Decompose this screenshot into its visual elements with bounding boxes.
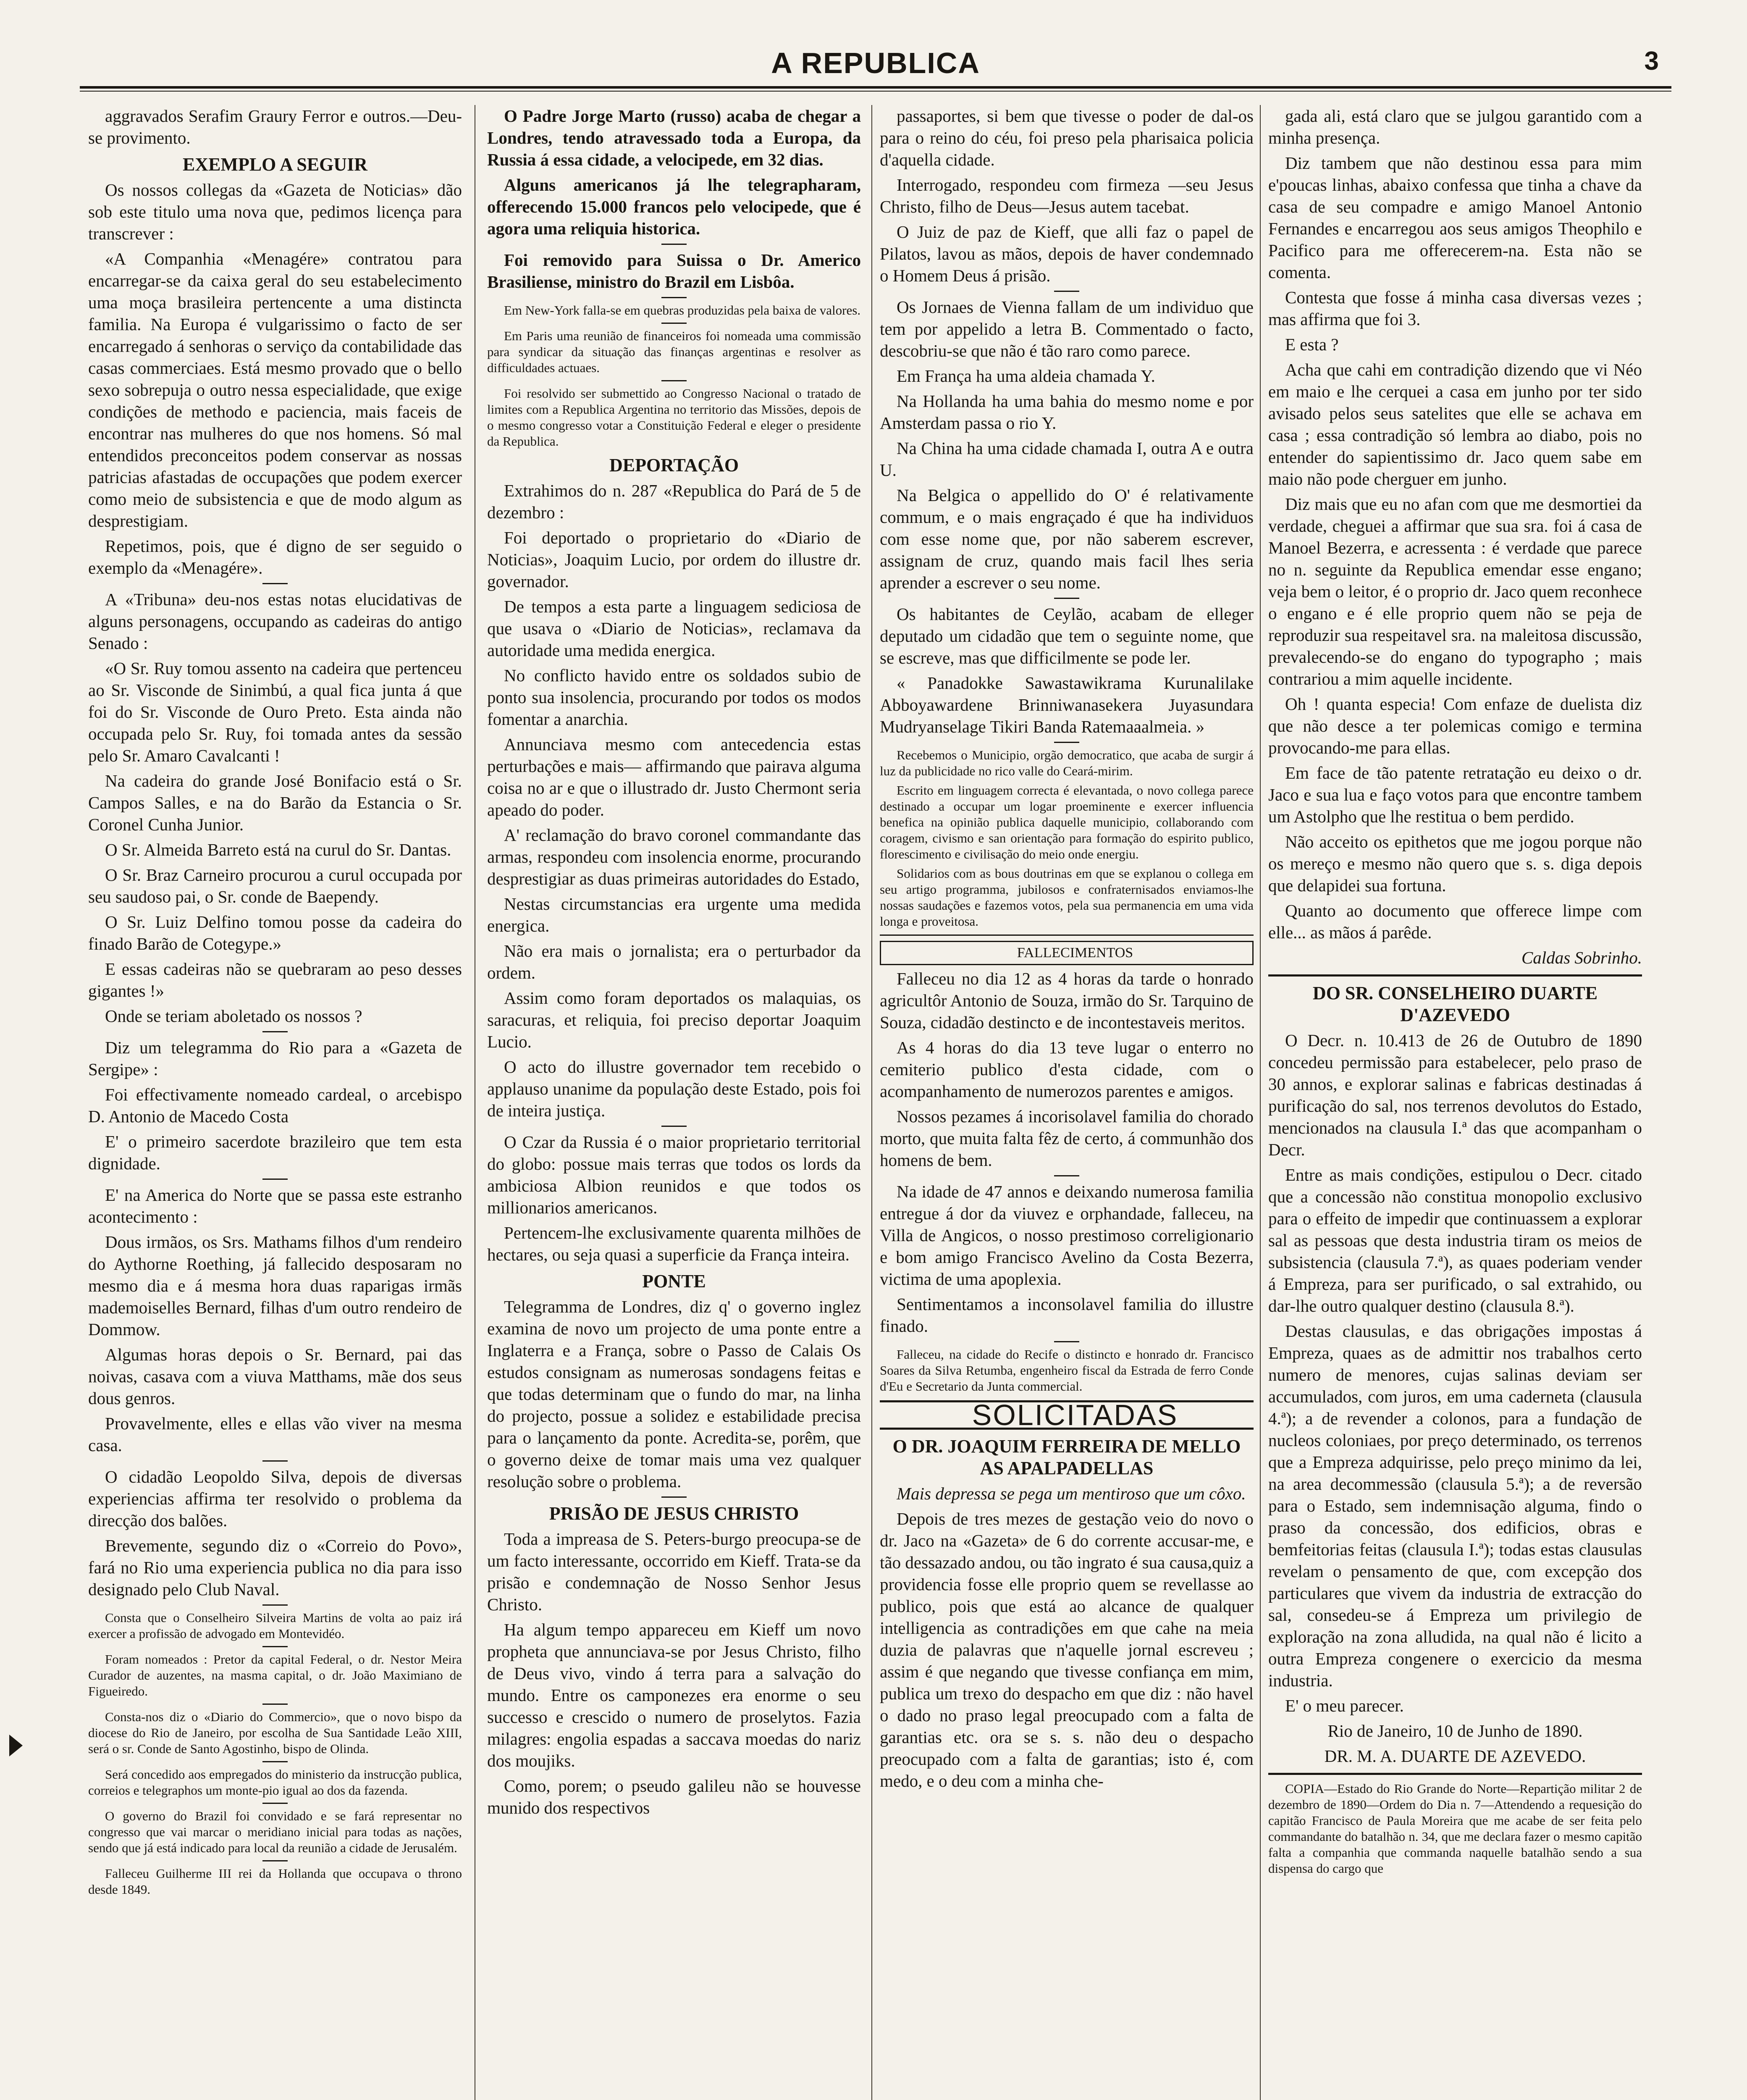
paragraph: E esta ? [1285, 335, 1339, 354]
separator-dash [262, 1604, 288, 1606]
dateline: Rio de Janeiro, 10 de Junho de 1890. [1327, 1721, 1583, 1740]
paragraph: Oh ! quanta especia! Com enfaze de duelista diz que não desce a ter polemicas comigo e termina provocando-me para ellas. [1268, 694, 1642, 757]
newspaper-title: A REPUBLICA [771, 47, 980, 79]
bold-paragraph: O Padre Jorge Marto (russo) acaba de chegar a Londres, tendo atravessado toda a Europa, da Russia á essa cidade, a velocipede, em 32 dias. [487, 106, 861, 169]
article-heading: PRISÃO DE JESUS CHRISTO [549, 1503, 799, 1524]
paragraph: Repetimos, pois, que é digno de ser seguido o exemplo da «Menagére». [88, 536, 462, 578]
news-brief: Em Paris uma reunião de financeiros foi nomeada uma commissão para syndicar da situação das finanças argentinas e resolver as difficuldades actuaes. [487, 328, 861, 375]
paragraph: Na Hollanda ha uma bahia do mesmo nome e por Amsterdam passa o rio Y. [880, 391, 1254, 433]
paragraph: «O Sr. Ruy tomou assento na cadeira que pertenceu ao Sr. Visconde de Sinimbú, a qual fica junta á que foi do Sr. Visconde de Ouro Preto. Esta ainda não occupada pelo Sr. Ruy, foi tomada antes da sessão pelo Sr. Amaro Cavalcanti ! [88, 659, 462, 765]
paragraph: Pertencem-lhe exclusivamente quarenta milhões de hectares, ou seja quasi a superficie da França inteira. [487, 1223, 861, 1264]
paragraph: Depois de tres mezes de gestação veio do novo o dr. Jaco na «Gazeta» de 6 do corrente accusar-me, e tão dessazado andou, ou tão ingrato é sua causa,quiz a providencia fosse elle proprio quem se revellasse ao publico, pois que está ao alcance de qualquer intelligencia as contradições em que cahe na meia duzia de palavras que n'aquelle jornal escreveu ; assim é que negando que tivesse confiança em mim, publica um trexo do despacho em que diz : não havel o dado no praso legal preocupado com a falta de garantias etc. ora se s. s. não deu o despacho preocupado com a falta de garantias; isto é, com medo, e o deu com a minha che- [880, 1509, 1254, 1790]
paragraph: Sentimentamos a inconsolavel familia do illustre finado. [880, 1294, 1254, 1336]
news-brief: Consta-nos diz o «Diario do Commercio», que o novo bispo da diocese do Rio de Janeiro, por escolha de Sua Santidade Leão XIII, será o sr. Conde de Santo Agostinho, bispo de Olinda. [88, 1709, 462, 1756]
news-brief: Escrito em linguagem correcta é elevantada, o novo collega parece destinado a occupar um logar proeminente e exercer influencia benefica na opinião publica daquelle municipio, collaborando com coragem, civismo e san orientação para formação do espirito publico, florescimento e civilisação do meio onde energiu. [880, 783, 1254, 861]
bold-paragraph: Alguns americanos já lhe telegrapharam, offerecendo 15.000 francos pelo velocipede, que é agora uma reliquia historica. [487, 175, 861, 238]
paragraph: Ha algum tempo appareceu em Kieff um novo propheta que annunciava-se por Jesus Christo, filho de Deus vivo, vindo á terra para a salvação do mundo. Entre os camponezes era enorme o seu successo e crescido o numero de proselytos. Fazia milagres: engolia espadas a saccava moedas do nariz dos moujiks. [487, 1620, 861, 1770]
dateline: DR. M. A. DUARTE DE AZEVEDO. [1324, 1746, 1586, 1766]
article-heading: DO SR. CONSELHEIRO DUARTE D'AZEVEDO [1312, 983, 1598, 1025]
paragraph: Destas clausulas, e das obrigações impostas á Empreza, quaes as de admittir nos trabalhos certo numero de menores, cujas salinas deviam ser accumulados, com juros, em uma caderneta (clausula 4.ª); a de revender a colonos, para a fundação de nucleos coloniaes, por preço determinado, os terrenos que a Empreza adquirisse, pelo preço minimo da lei, na area decommessão (clausula 5.ª); a de reversão para o Estado, sem indemnisação alguma, findo o praso da concessão, dos edificios, obras e bemfeitorias feitas (clausula I.ª); todas estas clausulas revelam o pensamento de que, com excepção dos particulares que vivem da industria de extracção do sal, consedeu-se á Empreza um privilegio de exploração na zona alludida, na qual não é licito a outra Empreza congenere o exercicio da mesma industria. [1268, 1321, 1642, 1690]
paragraph: Na China ha uma cidade chamada I, outra A e outra U. [880, 438, 1254, 480]
paragraph: gada ali, está claro que se julgou garantido com a minha presença. [1268, 106, 1642, 147]
separator-dash [262, 1704, 288, 1705]
paragraph: Quanto ao documento que offerece limpe com elle... as mãos á parêde. [1268, 901, 1642, 942]
paragraph: Foi deportado o proprietario do «Diario de Noticias», Joaquim Lucio, por ordem do illustre dr. governador. [487, 528, 861, 591]
paragraph: A «Tribuna» deu-nos estas notas elucidativas de alguns personagens, occupando as cadeiras do antigo Senado : [88, 590, 462, 653]
separator-dash [661, 1126, 687, 1127]
news-brief: COPIA—Estado do Rio Grande do Norte—Repartição militar 2 de dezembro de 1890—Ordem do Dia n. 7—Attendendo a requesição do capitão Francisco de Paula Moreira que me acabe de ser feita pelo commandante do batalhão n. 34, que me declara fazer o mesmo capitão falta a companhia que commanda naquelle batalhão sendo a sua dispensa do cargo que [1268, 1781, 1642, 1876]
separator-dash [661, 244, 687, 245]
news-brief: Recebemos o Municipio, orgão democratico, que acaba de surgir á luz da publicidade no rico valle do Ceará-mirim. [880, 748, 1254, 778]
separator-dash [262, 1460, 288, 1462]
paragraph: Na Belgica o appellido do O' é relativamente commum, e o mais engraçado é que ha individuos com esse nome que, por não saberem escrever, assignam de cruz, quando mais facil lhes seria aprender a escrever o seu nome. [880, 486, 1254, 592]
separator-dash [1054, 742, 1079, 743]
paragraph: Toda a impreasa de S. Peters-burgo preocupa-se de um facto interessante, occorrido em Kieff. Trata-se da prisão e condemnação de Nosso Senhor Jesus Christo. [487, 1529, 861, 1614]
paragraph: Os habitantes de Ceylão, acabam de elleger deputado um cidadão que tem o seguinte nome, que se escreve, mas que difficilmente se pode ler. [880, 604, 1254, 667]
paragraph: Onde se teriam aboletado os nossos ? [105, 1006, 362, 1026]
paragraph: Dous irmãos, os Srs. Mathams filhos d'um rendeiro do Aythorne Roething, já fallecido desposaram no mesmo dia e á mesma hora duas raparigas irmãs mademoiselles Bernard, filhas d'um outro rendeiro de Dommow. [88, 1232, 462, 1339]
column-divider [871, 105, 872, 2100]
margin-arrow-icon [9, 1735, 23, 1756]
separator-dash [262, 1646, 288, 1647]
news-brief: O governo do Brazil foi convidado e se fará representar no congresso que vai marcar o meridiano inicial para todas as nações, sendo que já está indicado para local da reunião a cidade de Jerusalém. [88, 1809, 462, 1855]
paragraph: Foi effectivamente nomeado cardeal, o arcebispo D. Antonio de Macedo Costa [88, 1085, 462, 1126]
column-3 [880, 105, 1254, 2100]
paragraph: O Czar da Russia é o maior proprietario territorial do globo: possue mais terras que todos os lords da ambiciosa Albion reunidos e que todos os millionarios americanos. [487, 1132, 861, 1217]
paragraph: Falleceu no dia 12 as 4 horas da tarde o honrado agricultôr Antonio de Souza, irmão do Sr. Tarquino de Souza, cidadão destincto e de incontestaveis meritos. [880, 969, 1254, 1032]
news-brief: Será concedido aos empregados do ministerio da instrucção publica, correios e telegraphos um monte-pio igual ao dos da fazenda. [88, 1767, 462, 1798]
article-heading: O DR. JOAQUIM FERREIRA DE MELLO AS APALPADELLAS [892, 1436, 1241, 1478]
paragraph: O Sr. Luiz Delfino tomou posse da cadeira do finado Barão de Cotegype.» [88, 912, 462, 953]
boxed-heading: FALLECIMENTOS [880, 941, 1254, 965]
separator-dash [1054, 291, 1079, 292]
paragraph: Na cadeira do grande José Bonifacio está o Sr. Campos Salles, e na do Barão da Estancia o Sr. Coronel Cunha Junior. [88, 771, 462, 834]
news-brief: Solidarios com as bous doutrinas em que se explanou o collega em seu artigo programma, jubilosos e confraternisados enviamos-lhe nossas saudações e fazemos votos, pela sua permanencia em uma vida longa e proveitosa. [880, 866, 1254, 929]
separator-dash [661, 297, 687, 298]
paragraph: Na idade de 47 annos e deixando numerosa familia entregue á dor da viuvez e orphandade, falleceu, na Villa de Angicos, o nosso prestimoso correligionario e bom amigo Francisco Avelino da Costa Bezerra, victima de uma apoplexia. [880, 1182, 1254, 1289]
separator-dash [262, 1031, 288, 1032]
separator-dash [661, 1496, 687, 1498]
bold-paragraph: Foi removido para Suissa o Dr. Americo Brasiliense, ministro do Brazil em Lisbôa. [487, 250, 861, 291]
news-brief: Falleceu Guilherme III rei da Hollanda que occupava o throno desde 1849. [88, 1866, 462, 1897]
paragraph: Contesta que fosse á minha casa diversas vezes ; mas affirma que foi 3. [1268, 288, 1642, 329]
paragraph: E essas cadeiras não se quebraram ao peso desses gigantes !» [88, 959, 462, 1000]
paragraph: A' reclamação do bravo coronel commandante das armas, respondeu com insolencia enorme, procurando desprestigiar as duas primeiras autoridades do Estado, [487, 825, 861, 888]
signature: Caldas Sobrinho. [1521, 948, 1642, 967]
news-brief: Em New-York falla-se em quebras produzidas pela baixa de valores. [504, 303, 861, 318]
news-brief: Foi resolvido ser submettido ao Congresso Nacional o tratado de limites com a Republica Argentina no territorio das Missões, depois de o mesmo congresso votar a Constituição Federal e eleger o presidente da Republica. [487, 386, 861, 449]
paragraph: aggravados Serafim Graury Ferror e outros.—Deu-se provimento. [88, 106, 462, 147]
paragraph: E' na America do Norte que se passa este estranho acontecimento : [88, 1185, 462, 1226]
column-4 [1268, 105, 1642, 2100]
separator-dash [262, 583, 288, 584]
article-heading: DEPORTAÇÃO [609, 455, 739, 475]
paragraph: O Juiz de paz de Kieff, que alli faz o papel de Pilatos, lavou as mãos, depois de haver condemnado o Homem Deus á prisão. [880, 222, 1254, 285]
paragraph: Não era mais o jornalista; era o perturbador da ordem. [487, 941, 861, 982]
news-brief: Foram nomeados : Pretor da capital Federal, o dr. Nestor Meira Curador de auzentes, na masma capital, o dr. João Maximiano de Figueiredo. [88, 1652, 462, 1698]
section-heading: SOLICITADAS [880, 1400, 1254, 1430]
separator-dash [1054, 598, 1079, 599]
paragraph: Entre as mais condições, estipulou o Decr. citado que a concessão não constitua monopolio exclusivo para o effeito de impedir que continuassem a explorar sal as pessoas que desta industria tiram os meios de subsistencia (clausula 7.ª), as quaes poderiam vender á Empreza, para ser purificado, o sal extrahido, ou dar-lhe outro qualquer destino (clausula 8.ª). [1268, 1165, 1642, 1315]
section-rule [1268, 1773, 1642, 1775]
separator-dash [1054, 1341, 1079, 1342]
separator-dash [262, 1179, 288, 1180]
paragraph: Os Jornaes de Vienna fallam de um individuo que tem por appelido a letra B. Commentado o facto, descobriu-se que não é tão raro como parece. [880, 297, 1254, 360]
paragraph: «A Companhia «Menagére» contratou para encarregar-se da caixa geral do seu estabelecimento uma moça brasileira pertencente a uma distincta familia. Na Europa é vulgarissimo o facto de ser encarregado á senhoras o serviço da contabilidade das casas commerciaes. Está mesmo provado que o bello sexo sobrepuja o outro nessa especialidade, que exige condições de methodo e paciencia, mais faceis de encontrar nas mulheres do que nos homens. Só mal entendidos preconceitos podem conservar as nossas patricias afastadas de occupações que podem exercer como meio de subsistencia e que de modo algum as desprestigiam. [88, 249, 462, 530]
paragraph: Extrahimos do n. 287 «Republica do Pará de 5 de dezembro : [487, 481, 861, 522]
section-rule [880, 934, 1254, 936]
paragraph: Interrogado, respondeu com firmeza —seu Jesus Christo, filho de Deus—Jesus autem tacebat. [880, 175, 1254, 216]
paragraph: E' o meu parecer. [1285, 1696, 1404, 1715]
paragraph: Brevemente, segundo diz o «Correio do Povo», fará no Rio uma experiencia publica no dia para isso designado pelo Club Naval. [88, 1536, 462, 1599]
paragraph: Como, porem; o pseudo galileu não se houvesse munido dos respectivos [487, 1776, 861, 1817]
separator-dash [661, 380, 687, 381]
paragraph: Telegramma de Londres, diz q' o governo inglez examina de novo um projecto de uma ponte entre a Inglaterra e a França, sobre o Passo de Calais Os estudos consignam as numerosas sondagens feitas e que todas determinam que o fundo do mar, na linha do projecto, possue a solidez e estabilidade precisa para o lançamento da ponte. Acredita-se, porêm, que o governo deixe de tomar mais uma vez qualquer resolução sobre o problema. [487, 1297, 861, 1491]
paragraph: E' o primeiro sacerdote brazileiro que tem esta dignidade. [88, 1132, 462, 1173]
column-divider [1260, 105, 1261, 2100]
header-rule-thin [80, 91, 1671, 92]
paragraph: O acto do illustre governador tem recebido o applauso unanime da população deste Estado, pois foi de inteira justiça. [487, 1057, 861, 1120]
paragraph: « Panadokke Sawastawikrama Kurunalilake Abboyawardene Brinniwanasekera Juyasundara Mudryanselage Tikiri Banda Ratemaaalmeia. » [880, 673, 1254, 736]
paragraph: Algumas horas depois o Sr. Bernard, pai das noivas, casava com a viuva Matthams, mãe dos seus dous genros. [88, 1345, 462, 1408]
article-heading: EXEMPLO A SEGUIR [182, 154, 368, 175]
paragraph: Diz mais que eu no afan com que me desmortiei da verdade, cheguei a affirmar que sua sra. foi á casa de Manoel Bezerra, e acressenta : é verdade que parece no n. seguinte da Republica emendar esse engano; veja bem o leitor, é o proprio dr. Jaco quem reconhece o engano e é elle proprio quem não se peja de reproduzir sua respeitavel sra. na maleitosa discussão, prevalecendo-se do engano do typographo ; mais contrariou a mim aquelle incidente. [1268, 494, 1642, 688]
section-rule [1268, 974, 1642, 976]
paragraph: Diz tambem que não destinou essa para mim e'poucas linhas, abaixo confessa que tinha a chave da casa de seu compadre e amigo Manoel Antonio Fernandes e encarregou aos seus amigos Theophilo e Pacifico para me offerecerem-na. Esta não se comenta. [1268, 153, 1642, 282]
paragraph: De tempos a esta parte a linguagem sediciosa de que usava o «Diario de Noticias», reclamava da autoridade uma medida energica. [487, 597, 861, 660]
paragraph: Diz um telegramma do Rio para a «Gazeta de Sergipe» : [88, 1038, 462, 1079]
paragraph: O Decr. n. 10.413 de 26 de Outubro de 1890 concedeu permissão para estabelecer, pelo praso de 30 annos, e explorar salinas e fabricas destinadas á purificação do sal, nos terrenos devolutos do Estado, mencionados na clausula I.ª das que acompanham o Decr. [1268, 1031, 1642, 1159]
paragraph: Em face de tão patente retratação eu deixo o dr. Jaco e sua lua e faço votos para que encontre tambem um Astolpho que lhe restitua o bem perdido. [1268, 763, 1642, 826]
paragraph: Acha que cahi em contradição dizendo que vi Néo em maio e lhe cerquei a casa em junho por ter sido avisado pelos seus satelites que elle se achava em casa ; essa contradição só lembra ao diabo, pois no entender do sapientissimo dr. Jaco quem sabe em maio não pode cherguer em junho. [1268, 360, 1642, 488]
paragraph: O Sr. Braz Carneiro procurou a curul occupada por seu saudoso pai, o Sr. conde de Baependy. [88, 865, 462, 906]
news-brief: Falleceu, na cidade do Recife o distincto e honrado dr. Francisco Soares da Silva Retumba, engenheiro fiscal da Estrada de ferro Conde d'Eu e Secretario da Junta commercial. [880, 1347, 1254, 1394]
paragraph: O Sr. Almeida Barreto está na curul do Sr. Dantas. [105, 840, 451, 859]
column-2 [487, 105, 861, 2100]
paragraph: Os nossos collegas da «Gazeta de Noticias» dão sob este titulo uma nova que, pedimos licença para transcrever : [88, 180, 462, 243]
separator-dash [262, 1860, 288, 1861]
news-brief: Consta que o Conselheiro Silveira Martins de volta ao paiz irá exercer a profissão de advogado em Montevidéo. [88, 1610, 462, 1641]
separator-dash [262, 1803, 288, 1804]
paragraph: Provavelmente, elles e ellas vão viver na mesma casa. [88, 1414, 462, 1455]
paragraph: No conflicto havido entre os soldados subio de ponto sua insolencia, procurando por todos os modos fomentar a anarchia. [487, 666, 861, 729]
separator-dash [262, 1761, 288, 1762]
paragraph: Assim como foram deportados os malaquias, os saracuras, et reliquia, foi preciso deportar Joaquim Lucio. [487, 988, 861, 1051]
epigraph: Mais depressa se pega um mentiroso que um côxo. [897, 1484, 1246, 1503]
page-number: 3 [1644, 47, 1659, 76]
paragraph: Nestas circumstancias era urgente uma medida energica. [487, 894, 861, 935]
header-rule [80, 86, 1671, 89]
paragraph: passaportes, si bem que tivesse o poder de dal-os para o reino do céu, foi preso pela pharisaica policia d'aquella cidade. [880, 106, 1254, 169]
separator-dash [661, 323, 687, 324]
paragraph: Nossos pezames á incorisolavel familia do chorado morto, que muita falta fêz de certo, á communhão dos homens de bem. [880, 1107, 1254, 1170]
article-heading: PONTE [642, 1271, 706, 1292]
paragraph: Em França ha uma aldeia chamada Y. [897, 366, 1155, 386]
paragraph: O cidadão Leopoldo Silva, depois de diversas experiencias affirma ter resolvido o problema da direcção dos balões. [88, 1467, 462, 1530]
paragraph: Annunciava mesmo com antecedencia estas perturbações e mais— affirmando que pairava alguma coisa no ar e que o illustrado dr. Justo Chermont seria apeado do poder. [487, 735, 861, 819]
column-1 [88, 105, 462, 2100]
paragraph: Não acceito os epithetos que me jogou porque não os mereço e mesmo não quero que s. s. diga depois que delapidei sua fortuna. [1268, 832, 1642, 895]
masthead [80, 42, 1671, 79]
separator-dash [1054, 1175, 1079, 1176]
paragraph: As 4 horas do dia 13 teve lugar o enterro no cemiterio publico d'esta cidade, com o acompanhamento de numerozos parentes e amigos. [880, 1038, 1254, 1101]
